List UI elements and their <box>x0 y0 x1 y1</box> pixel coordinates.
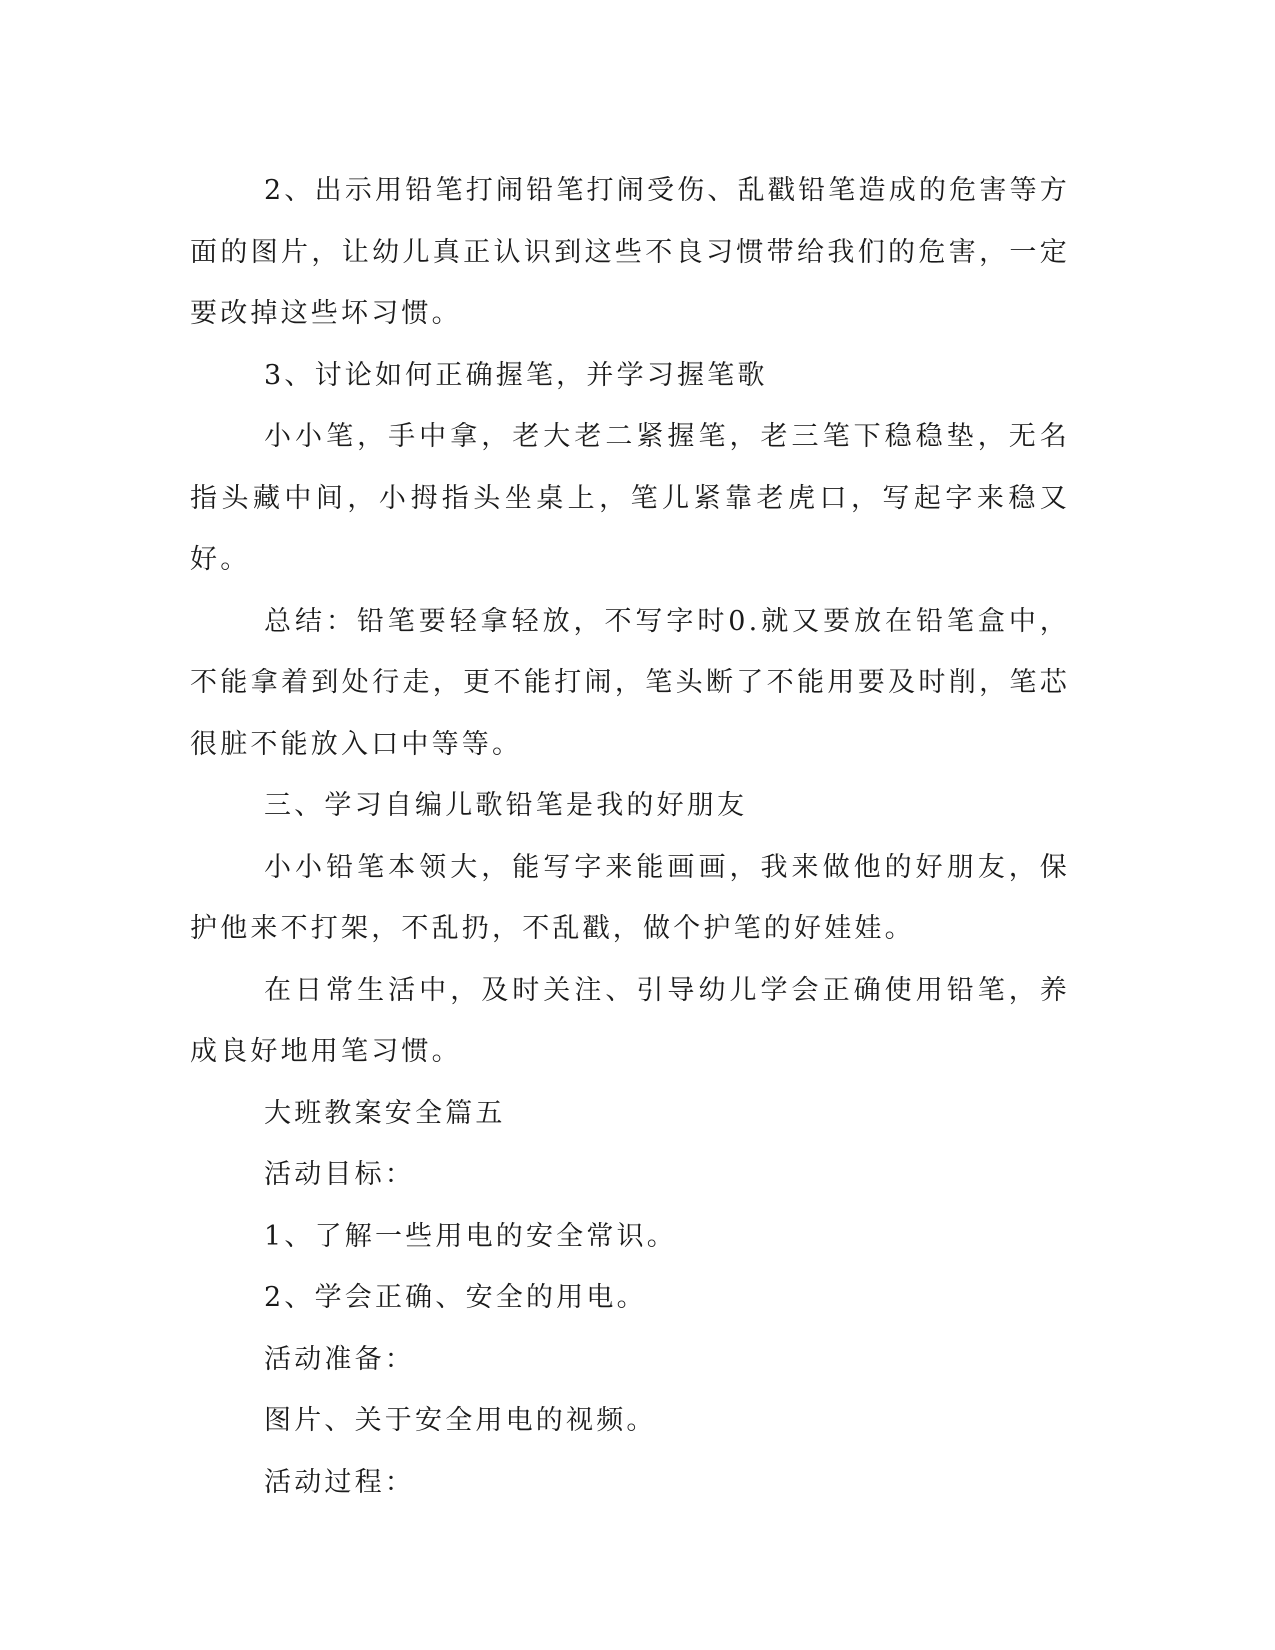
paragraph-daily-life: 在日常生活中，及时关注、引导幼儿学会正确使用铅笔，养成良好地用笔习惯。 <box>190 974 1070 1067</box>
paragraph-summary: 总结：铅笔要轻拿轻放，不写字时0.就又要放在铅笔盒中，不能拿着到处行走，更不能打闹，笔头断了不能用要及时削，笔芯很脏不能放入口中等等。 <box>190 605 1070 760</box>
paragraph-lesson-5-title: 大班教案安全篇五 <box>264 1097 506 1129</box>
paragraph-grip-song: 小小笔，手中拿，老大老二紧握笔，老三笔下稳稳垫，无名指头藏中间，小拇指头坐桌上，笔儿紧靠老虎口，写起字来稳又好。 <box>190 421 1070 575</box>
paragraph-activity-process-heading: 活动过程： <box>264 1466 415 1498</box>
document-body <box>190 160 1070 1513</box>
paragraph-goal-1: 1、了解一些用电的安全常识。 <box>264 1220 677 1252</box>
paragraph-pencil-song: 小小铅笔本领大，能写字来能画画，我来做他的好朋友，保护他来不打架，不乱扔，不乱戳，做个护笔的好娃娃。 <box>190 851 1070 944</box>
paragraph-step-3-discuss-grip: 3、讨论如何正确握笔，并学习握笔歌 <box>264 359 768 391</box>
paragraph-goal-2: 2、学会正确、安全的用电。 <box>264 1282 647 1313</box>
paragraph-section-3-heading: 三、学习自编儿歌铅笔是我的好朋友 <box>264 790 748 821</box>
paragraph-activity-goals-heading: 活动目标： <box>264 1159 415 1190</box>
paragraph-step-2-show-pictures: 2、出示用铅笔打闹铅笔打闹受伤、乱戳铅笔造成的危害等方面的图片，让幼儿真正认识到这些不良习惯带给我们的危害，一定要改掉这些坏习惯。 <box>190 175 1070 329</box>
paragraph-prep-materials: 图片、关于安全用电的视频。 <box>264 1405 657 1436</box>
paragraph-activity-prep-heading: 活动准备： <box>264 1343 415 1375</box>
